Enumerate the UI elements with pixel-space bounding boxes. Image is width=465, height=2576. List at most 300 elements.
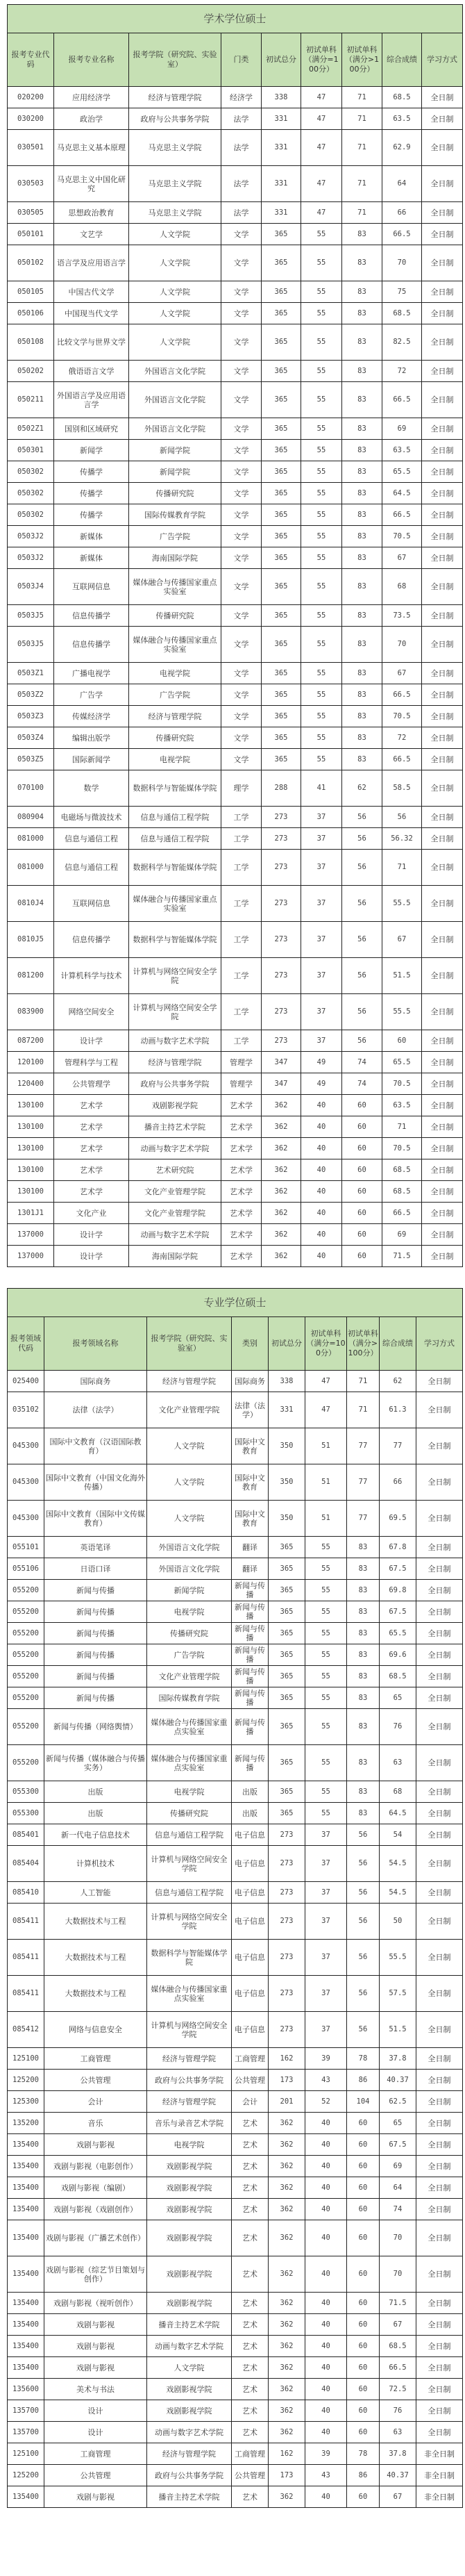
cell-total-score: 273 — [269, 2012, 305, 2048]
table-row — [8, 627, 463, 663]
cell-category: 艺术 — [232, 2199, 269, 2220]
cell-school: 人文学院 — [129, 224, 221, 245]
cell-name: 新闻与传播 — [44, 1644, 147, 1666]
cell-composite-score: 72 — [382, 361, 422, 382]
cell-code: 130100 — [8, 1095, 54, 1116]
cell-single-100: 55 — [305, 1709, 347, 1745]
cell-composite-score: 70 — [380, 2220, 416, 2256]
cell-total-score: 331 — [262, 130, 301, 166]
cell-composite-score: 70 — [382, 245, 422, 281]
cell-category: 法学 — [221, 108, 262, 130]
cell-study-mode: 全日制 — [422, 706, 463, 727]
cell-school: 动画与数字艺术学院 — [147, 2336, 232, 2357]
cell-school: 海南国际学院 — [129, 1246, 221, 1267]
header-total-score: 初试总分 — [269, 1317, 305, 1371]
cell-total-score: 365 — [269, 1781, 305, 1803]
cell-school: 广告学院 — [129, 684, 221, 706]
cell-code: 135400 — [8, 2357, 44, 2379]
cell-name: 出版 — [44, 1781, 147, 1803]
cell-composite-score: 67 — [380, 2486, 416, 2508]
table-row — [8, 807, 463, 828]
cell-single-over-100: 104 — [347, 2091, 380, 2113]
cell-study-mode: 全日制 — [416, 2220, 463, 2256]
cell-single-over-100: 56 — [347, 1904, 380, 1940]
cell-code: 085411 — [8, 1940, 44, 1976]
cell-total-score: 162 — [269, 2048, 305, 2070]
cell-single-over-100: 56 — [342, 807, 382, 828]
cell-category: 电子信息 — [232, 2012, 269, 2048]
cell-single-100: 55 — [301, 504, 342, 526]
cell-single-over-100: 56 — [342, 886, 382, 922]
table-row — [8, 1623, 463, 1644]
cell-study-mode: 全日制 — [422, 958, 463, 994]
cell-name: 戏剧与影视 — [44, 2336, 147, 2357]
cell-study-mode: 全日制 — [422, 87, 463, 108]
cell-school: 海南国际学院 — [129, 547, 221, 569]
cell-single-over-100: 60 — [347, 2357, 380, 2379]
cell-composite-score: 69.5 — [380, 1501, 416, 1537]
cell-code: 081000 — [8, 828, 54, 850]
cell-composite-score: 66.5 — [380, 2357, 416, 2379]
cell-school: 传播研究院 — [147, 1803, 232, 1824]
cell-total-score: 273 — [269, 1824, 305, 1846]
cell-name: 国际中文教育（汉语国际教育） — [44, 1428, 147, 1464]
cell-code: 055200 — [8, 1745, 44, 1781]
cell-category: 艺术 — [232, 2379, 269, 2400]
cell-category: 工学 — [221, 886, 262, 922]
cell-single-100: 40 — [301, 1138, 342, 1159]
cell-study-mode: 全日制 — [422, 382, 463, 418]
cell-code: 055300 — [8, 1781, 44, 1803]
cell-study-mode: 全日制 — [422, 526, 463, 547]
cell-code: 0503J5 — [8, 605, 54, 627]
cell-single-100: 40 — [305, 2177, 347, 2199]
cell-single-100: 40 — [305, 2486, 347, 2508]
cell-study-mode: 全日制 — [416, 1846, 463, 1882]
cell-school: 人文学院 — [129, 281, 221, 303]
cell-single-over-100: 83 — [342, 706, 382, 727]
cell-name: 广告学 — [54, 684, 129, 706]
cell-name: 信息传播学 — [54, 922, 129, 958]
cell-total-score: 273 — [262, 850, 301, 886]
cell-name: 戏剧与影视 — [44, 2357, 147, 2379]
cell-category: 文学 — [221, 461, 262, 483]
cell-code: 135400 — [8, 2486, 44, 2508]
cell-category: 艺术学 — [221, 1181, 262, 1203]
cell-school: 数据科学与智能媒体学院 — [129, 922, 221, 958]
cell-category: 工学 — [221, 807, 262, 828]
cell-code: 0503Z1 — [8, 663, 54, 684]
cell-name: 戏剧与影视（戏剧创作） — [44, 2199, 147, 2220]
cell-category: 文学 — [221, 324, 262, 361]
cell-study-mode: 全日制 — [416, 2256, 463, 2293]
cell-total-score: 362 — [269, 2220, 305, 2256]
cell-study-mode: 全日制 — [416, 1803, 463, 1824]
cell-total-score: 173 — [269, 2070, 305, 2091]
cell-total-score: 273 — [262, 886, 301, 922]
cell-study-mode: 全日制 — [422, 461, 463, 483]
cell-single-100: 55 — [305, 1623, 347, 1644]
cell-total-score: 331 — [269, 1392, 305, 1428]
cell-category: 电子信息 — [232, 1940, 269, 1976]
cell-code: 050108 — [8, 324, 54, 361]
cell-school: 信息与通信工程学院 — [147, 1824, 232, 1846]
cell-study-mode: 全日制 — [416, 2156, 463, 2177]
cell-category: 文学 — [221, 245, 262, 281]
cell-code: 050302 — [8, 483, 54, 504]
cell-study-mode: 全日制 — [422, 1052, 463, 1073]
cell-code: 045300 — [8, 1501, 44, 1537]
table-row — [8, 2293, 463, 2314]
cell-category: 艺术 — [232, 2134, 269, 2156]
table-row — [8, 2443, 463, 2465]
cell-name: 传播学 — [54, 483, 129, 504]
cell-school: 传播研究院 — [129, 605, 221, 627]
cell-name: 计算机技术 — [44, 1846, 147, 1882]
table-row — [8, 461, 463, 483]
cell-category: 电子信息 — [232, 1882, 269, 1904]
cell-composite-score: 68.5 — [380, 2336, 416, 2357]
cell-name: 信息传播学 — [54, 605, 129, 627]
cell-total-score: 365 — [269, 1666, 305, 1687]
cell-school: 电视学院 — [129, 749, 221, 770]
table-row — [8, 1138, 463, 1159]
cell-code: 045300 — [8, 1428, 44, 1464]
cell-single-100: 40 — [305, 2314, 347, 2336]
cell-name: 比较文学与世界文学 — [54, 324, 129, 361]
cell-study-mode: 全日制 — [422, 569, 463, 605]
cell-study-mode: 全日制 — [416, 2314, 463, 2336]
table-row — [8, 958, 463, 994]
cell-single-100: 52 — [305, 2091, 347, 2113]
cell-name: 新闻与传播 — [44, 1687, 147, 1709]
cell-category: 艺术 — [232, 2293, 269, 2314]
cell-composite-score: 64.5 — [382, 483, 422, 504]
cell-total-score: 362 — [269, 2156, 305, 2177]
cell-study-mode: 全日制 — [422, 224, 463, 245]
cell-school: 数据科学与智能媒体学院 — [129, 850, 221, 886]
cell-total-score: 173 — [269, 2465, 305, 2486]
cell-study-mode: 全日制 — [422, 663, 463, 684]
cell-single-100: 47 — [301, 166, 342, 202]
cell-category: 工商管理 — [232, 2443, 269, 2465]
cell-name: 信息与通信工程 — [54, 850, 129, 886]
cell-composite-score: 55.5 — [382, 886, 422, 922]
cell-study-mode: 全日制 — [416, 1601, 463, 1623]
cell-study-mode: 全日制 — [416, 1940, 463, 1976]
cell-name: 出版 — [44, 1803, 147, 1824]
cell-study-mode: 全日制 — [416, 1623, 463, 1644]
cell-total-score: 362 — [262, 1159, 301, 1181]
cell-single-100: 47 — [301, 108, 342, 130]
cell-school: 文化产业管理学院 — [147, 1666, 232, 1687]
cell-name: 思想政治教育 — [54, 202, 129, 224]
cell-school: 广告学院 — [129, 526, 221, 547]
header-school: 报考学院（研究院、实验室） — [129, 33, 221, 87]
cell-single-100: 40 — [301, 1159, 342, 1181]
cell-single-over-100: 56 — [347, 1846, 380, 1882]
table-row — [8, 2220, 463, 2256]
cell-school: 媒体融合与传播国家重点实验室 — [147, 1709, 232, 1745]
cell-name: 信息与通信工程 — [54, 828, 129, 850]
cell-single-over-100: 83 — [342, 627, 382, 663]
cell-single-over-100: 60 — [347, 2422, 380, 2443]
cell-category: 国际中文教育 — [232, 1501, 269, 1537]
cell-single-100: 40 — [305, 2422, 347, 2443]
cell-composite-score: 75 — [382, 281, 422, 303]
cell-school: 文化产业管理学院 — [147, 1392, 232, 1428]
cell-code: 050302 — [8, 504, 54, 526]
table-row — [8, 2048, 463, 2070]
cell-single-100: 55 — [301, 324, 342, 361]
table-row — [8, 994, 463, 1030]
cell-name: 戏剧与影视（电影创作） — [44, 2156, 147, 2177]
cell-total-score: 162 — [269, 2443, 305, 2465]
cell-school: 信息与通信工程学院 — [129, 828, 221, 850]
cell-single-100: 40 — [305, 2156, 347, 2177]
cell-single-over-100: 71 — [342, 130, 382, 166]
cell-study-mode: 全日制 — [422, 605, 463, 627]
cell-study-mode: 全日制 — [416, 2048, 463, 2070]
cell-code: 080904 — [8, 807, 54, 828]
cell-category: 文学 — [221, 684, 262, 706]
cell-composite-score: 68.5 — [382, 1159, 422, 1181]
cell-study-mode: 全日制 — [422, 1224, 463, 1246]
cell-study-mode: 全日制 — [422, 245, 463, 281]
cell-single-100: 55 — [301, 663, 342, 684]
table-row — [8, 1687, 463, 1709]
table-row — [8, 1073, 463, 1095]
table-row — [8, 1558, 463, 1580]
cell-composite-score: 63 — [380, 2422, 416, 2443]
cell-name: 美术与书法 — [44, 2379, 147, 2400]
cell-code: 120400 — [8, 1073, 54, 1095]
cell-single-over-100: 83 — [342, 504, 382, 526]
cell-composite-score: 51.5 — [382, 958, 422, 994]
cell-category: 艺术 — [232, 2256, 269, 2293]
cell-single-100: 55 — [301, 361, 342, 382]
table-row — [8, 1392, 463, 1428]
cell-single-over-100: 83 — [342, 547, 382, 569]
cell-single-over-100: 71 — [342, 87, 382, 108]
table-row — [8, 483, 463, 504]
cell-single-over-100: 60 — [342, 1181, 382, 1203]
cell-school: 媒体融合与传播国家重点实验室 — [147, 1745, 232, 1781]
cell-single-over-100: 86 — [347, 2465, 380, 2486]
cell-name: 戏剧与影视（综艺节目策划与创作） — [44, 2256, 147, 2293]
cell-single-over-100: 56 — [347, 1824, 380, 1846]
table-row — [8, 706, 463, 727]
cell-single-over-100: 83 — [342, 382, 382, 418]
cell-category: 工学 — [221, 850, 262, 886]
cell-single-over-100: 83 — [347, 1558, 380, 1580]
cell-single-100: 37 — [301, 994, 342, 1030]
cell-category: 艺术 — [232, 2177, 269, 2199]
cell-school: 电视学院 — [147, 2134, 232, 2156]
cell-single-over-100: 83 — [342, 224, 382, 245]
cell-total-score: 273 — [269, 1846, 305, 1882]
cell-name: 管理科学与工程 — [54, 1052, 129, 1073]
cell-code: 085411 — [8, 1904, 44, 1940]
cell-single-100: 37 — [305, 1940, 347, 1976]
table-row — [8, 547, 463, 569]
cell-single-over-100: 83 — [342, 663, 382, 684]
cell-code: 050105 — [8, 281, 54, 303]
cell-total-score: 365 — [262, 526, 301, 547]
cell-category: 文学 — [221, 382, 262, 418]
cell-single-100: 55 — [301, 706, 342, 727]
cell-category: 法学 — [221, 202, 262, 224]
cell-single-over-100: 60 — [347, 2156, 380, 2177]
table-row — [8, 1904, 463, 1940]
table-row — [8, 303, 463, 324]
cell-code: 050211 — [8, 382, 54, 418]
cell-name: 语言学及应用语言学 — [54, 245, 129, 281]
cell-school: 人文学院 — [129, 324, 221, 361]
cell-single-over-100: 56 — [342, 1030, 382, 1052]
cell-school: 马克思主义学院 — [129, 166, 221, 202]
cell-school: 政府与公共事务学院 — [129, 108, 221, 130]
cell-name: 中国现当代文学 — [54, 303, 129, 324]
cell-name: 电磁场与微波技术 — [54, 807, 129, 828]
cell-code: 055106 — [8, 1558, 44, 1580]
cell-single-over-100: 83 — [342, 727, 382, 749]
cell-code: 130100 — [8, 1181, 54, 1203]
cell-category: 文学 — [221, 706, 262, 727]
cell-category: 文学 — [221, 281, 262, 303]
cell-total-score: 362 — [269, 2293, 305, 2314]
cell-category: 法学 — [221, 166, 262, 202]
table-row — [8, 245, 463, 281]
cell-name: 音乐 — [44, 2113, 147, 2134]
cell-school: 经济与管理学院 — [147, 2048, 232, 2070]
cell-name: 大数据技术与工程 — [44, 1940, 147, 1976]
cell-category: 文学 — [221, 663, 262, 684]
cell-category: 新闻与传播 — [232, 1709, 269, 1745]
cell-composite-score: 62.9 — [382, 130, 422, 166]
cell-category: 新闻与传播 — [232, 1745, 269, 1781]
cell-single-100: 55 — [301, 303, 342, 324]
cell-single-over-100: 83 — [342, 526, 382, 547]
cell-composite-score: 67 — [382, 922, 422, 958]
cell-total-score: 362 — [262, 1246, 301, 1267]
table-row — [8, 1052, 463, 1073]
cell-single-100: 55 — [301, 526, 342, 547]
cell-code: 135400 — [8, 2293, 44, 2314]
table-row — [8, 1501, 463, 1537]
cell-total-score: 273 — [262, 807, 301, 828]
cell-composite-score: 65 — [380, 1687, 416, 1709]
cell-school: 信息与通信工程学院 — [129, 807, 221, 828]
cell-study-mode: 全日制 — [422, 1181, 463, 1203]
cell-study-mode: 全日制 — [422, 770, 463, 807]
cell-single-100: 55 — [301, 727, 342, 749]
cell-name: 人工智能 — [44, 1882, 147, 1904]
cell-single-100: 55 — [301, 440, 342, 461]
cell-single-100: 40 — [305, 2256, 347, 2293]
cell-composite-score: 64 — [380, 2177, 416, 2199]
cell-single-over-100: 74 — [342, 1052, 382, 1073]
header-single-over-100: 初试单科（满分>100分） — [347, 1317, 380, 1371]
cell-single-100: 37 — [301, 886, 342, 922]
cell-study-mode: 全日制 — [422, 361, 463, 382]
table-row — [8, 2199, 463, 2220]
cell-single-over-100: 83 — [342, 303, 382, 324]
cell-category: 艺术 — [232, 2422, 269, 2443]
cell-school: 媒体融合与传播国家重点实验室 — [129, 569, 221, 605]
cell-study-mode: 全日制 — [416, 2357, 463, 2379]
cell-school: 计算机与网络空间安全学院 — [147, 1846, 232, 1882]
cell-study-mode: 全日制 — [422, 749, 463, 770]
cell-study-mode: 全日制 — [422, 166, 463, 202]
table-row — [8, 2422, 463, 2443]
cell-single-100: 40 — [301, 1095, 342, 1116]
cell-total-score: 365 — [269, 1803, 305, 1824]
cell-study-mode: 全日制 — [416, 1666, 463, 1687]
cell-category: 文学 — [221, 569, 262, 605]
cell-composite-score: 70.5 — [382, 706, 422, 727]
cell-composite-score: 70.5 — [382, 1138, 422, 1159]
cell-study-mode: 全日制 — [416, 1781, 463, 1803]
cell-total-score: 365 — [262, 684, 301, 706]
cell-total-score: 365 — [262, 418, 301, 440]
table-row — [8, 1203, 463, 1224]
cell-school: 经济与管理学院 — [129, 1052, 221, 1073]
cell-name: 应用经济学 — [54, 87, 129, 108]
cell-single-over-100: 56 — [342, 994, 382, 1030]
cell-school: 国际传媒教育学院 — [129, 504, 221, 526]
cell-single-over-100: 71 — [347, 1371, 380, 1392]
cell-total-score: 273 — [269, 1882, 305, 1904]
cell-single-over-100: 60 — [347, 2256, 380, 2293]
cell-single-over-100: 83 — [342, 483, 382, 504]
cell-study-mode: 全日制 — [416, 1558, 463, 1580]
cell-school: 经济与管理学院 — [147, 1371, 232, 1392]
cell-name: 国际中文教育（中国文化海外传播） — [44, 1464, 147, 1501]
cell-study-mode: 全日制 — [416, 2134, 463, 2156]
table-row — [8, 1464, 463, 1501]
cell-name: 文艺学 — [54, 224, 129, 245]
table-row — [8, 569, 463, 605]
cell-single-100: 37 — [301, 807, 342, 828]
cell-code: 055200 — [8, 1623, 44, 1644]
header-school: 报考学院（研究院、实验室） — [147, 1317, 232, 1371]
table-row — [8, 281, 463, 303]
table-row — [8, 1224, 463, 1246]
cell-name: 设计学 — [54, 1030, 129, 1052]
cell-category: 艺术 — [232, 2113, 269, 2134]
cell-study-mode: 非全日制 — [416, 2486, 463, 2508]
cell-name: 戏剧与影视 — [44, 2314, 147, 2336]
cell-category: 电子信息 — [232, 1824, 269, 1846]
professional-table-body — [8, 1289, 463, 2508]
cell-study-mode: 全日制 — [422, 504, 463, 526]
cell-code: 055200 — [8, 1601, 44, 1623]
cell-code: 0503Z2 — [8, 684, 54, 706]
cell-study-mode: 全日制 — [416, 1882, 463, 1904]
cell-total-score: 365 — [262, 281, 301, 303]
cell-study-mode: 全日制 — [422, 1030, 463, 1052]
cell-composite-score: 73.5 — [382, 605, 422, 627]
cell-total-score: 365 — [269, 1601, 305, 1623]
cell-single-over-100: 77 — [347, 1428, 380, 1464]
cell-single-over-100: 60 — [347, 2293, 380, 2314]
table-row — [8, 2012, 463, 2048]
cell-study-mode: 全日制 — [416, 1824, 463, 1846]
cell-study-mode: 全日制 — [422, 1116, 463, 1138]
cell-code: 055200 — [8, 1580, 44, 1601]
table-row — [8, 504, 463, 526]
